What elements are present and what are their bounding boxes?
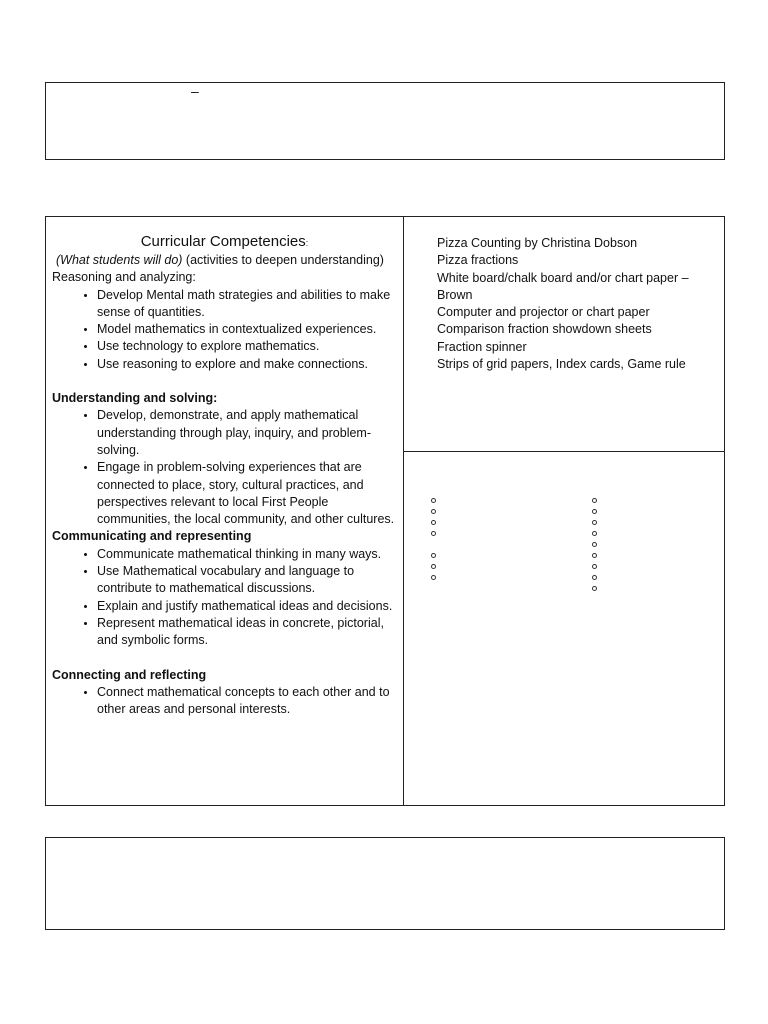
list-item: • Use Mathematical vocabulary and language to contribute to mathematical discussions. (97, 563, 397, 598)
section-heading-reasoning: Reasoning and analyzing: (52, 270, 196, 285)
hollow-circle-icon (592, 575, 597, 580)
list-item: • Explain and justify mathematical ideas and decisions. (97, 598, 397, 615)
lesson-table (45, 216, 725, 806)
spacer (52, 373, 397, 390)
bullet-column-left (431, 498, 436, 586)
hollow-circle-icon (431, 520, 436, 525)
hollow-circle-icon (592, 553, 597, 558)
hollow-circle-icon (431, 575, 436, 580)
hollow-circle-icon (592, 509, 597, 514)
hollow-circle-icon (431, 553, 436, 558)
list-item: • Develop, demonstrate, and apply mathematical understanding through play, inquiry, and problem-solving. (97, 407, 397, 459)
hollow-circle-icon (592, 586, 597, 591)
footer-box (45, 837, 725, 930)
list-item: • Use reasoning to explore and make connections. (97, 356, 397, 373)
resource-item: Comparison fraction showdown sheets (437, 322, 652, 337)
header-dash: – (191, 83, 199, 99)
list-item: • Model mathematics in contextualized experiences. (97, 321, 397, 338)
competencies-title-colon: : (305, 238, 309, 248)
list-item: • Use technology to explore mathematics. (97, 338, 397, 355)
list-item: • Represent mathematical ideas in concrete, pictorial, and symbolic forms. (97, 615, 397, 650)
list-item: • Connect mathematical concepts to each other and to other areas and personal interests. (97, 684, 397, 719)
subtitle-rest: (activities to deepen understanding) (182, 253, 384, 267)
spacer (431, 542, 436, 547)
hollow-circle-icon (592, 520, 597, 525)
resource-item: Strips of grid papers, Index cards, Game rule (437, 357, 686, 372)
hollow-circle-icon (431, 498, 436, 503)
list-item: • Engage in problem-solving experiences that are connected to place, story, cultural practices, and perspectives relevant to local First People communities, the local community, and other cultures. (97, 459, 397, 528)
checklist-cell (404, 452, 724, 805)
hollow-circle-icon (431, 531, 436, 536)
section-list-understanding (52, 407, 397, 528)
list-item: • Communicate mathematical thinking in many ways. (97, 546, 397, 563)
competencies-title (52, 233, 397, 250)
resource-item: White board/chalk board and/or chart paper – Brown (437, 270, 689, 302)
resources-cell (404, 217, 724, 452)
resource-item: Fraction spinner (437, 339, 527, 354)
competencies-subtitle (52, 252, 397, 269)
hollow-circle-icon (431, 564, 436, 569)
hollow-circle-icon (592, 564, 597, 569)
section-list-communicating (52, 546, 397, 650)
resource-item: Pizza fractions (437, 253, 519, 268)
list-item: • Develop Mental math strategies and abilities to make sense of quantities. (97, 287, 397, 322)
subtitle-italic: (What students will do) (56, 253, 183, 267)
hollow-circle-icon (592, 542, 597, 547)
section-heading-communicating: Communicating and representing (52, 529, 252, 544)
bullet-column-right (592, 498, 597, 597)
section-heading-understanding: Understanding and solving: (52, 391, 218, 406)
competencies-title-text: Curricular Competencies (140, 233, 306, 250)
competencies-cell (46, 217, 404, 805)
resource-item: Pizza Counting by Christina Dobson (437, 236, 638, 250)
spacer (52, 650, 397, 667)
hollow-circle-icon (592, 531, 597, 536)
hollow-circle-icon (431, 509, 436, 514)
section-list-reasoning (52, 287, 397, 373)
section-list-connecting (52, 684, 397, 719)
header-box (45, 82, 725, 160)
section-heading-connecting: Connecting and reflecting (52, 667, 207, 682)
resource-item: Computer and projector or chart paper (437, 305, 650, 320)
hollow-circle-icon (592, 498, 597, 503)
